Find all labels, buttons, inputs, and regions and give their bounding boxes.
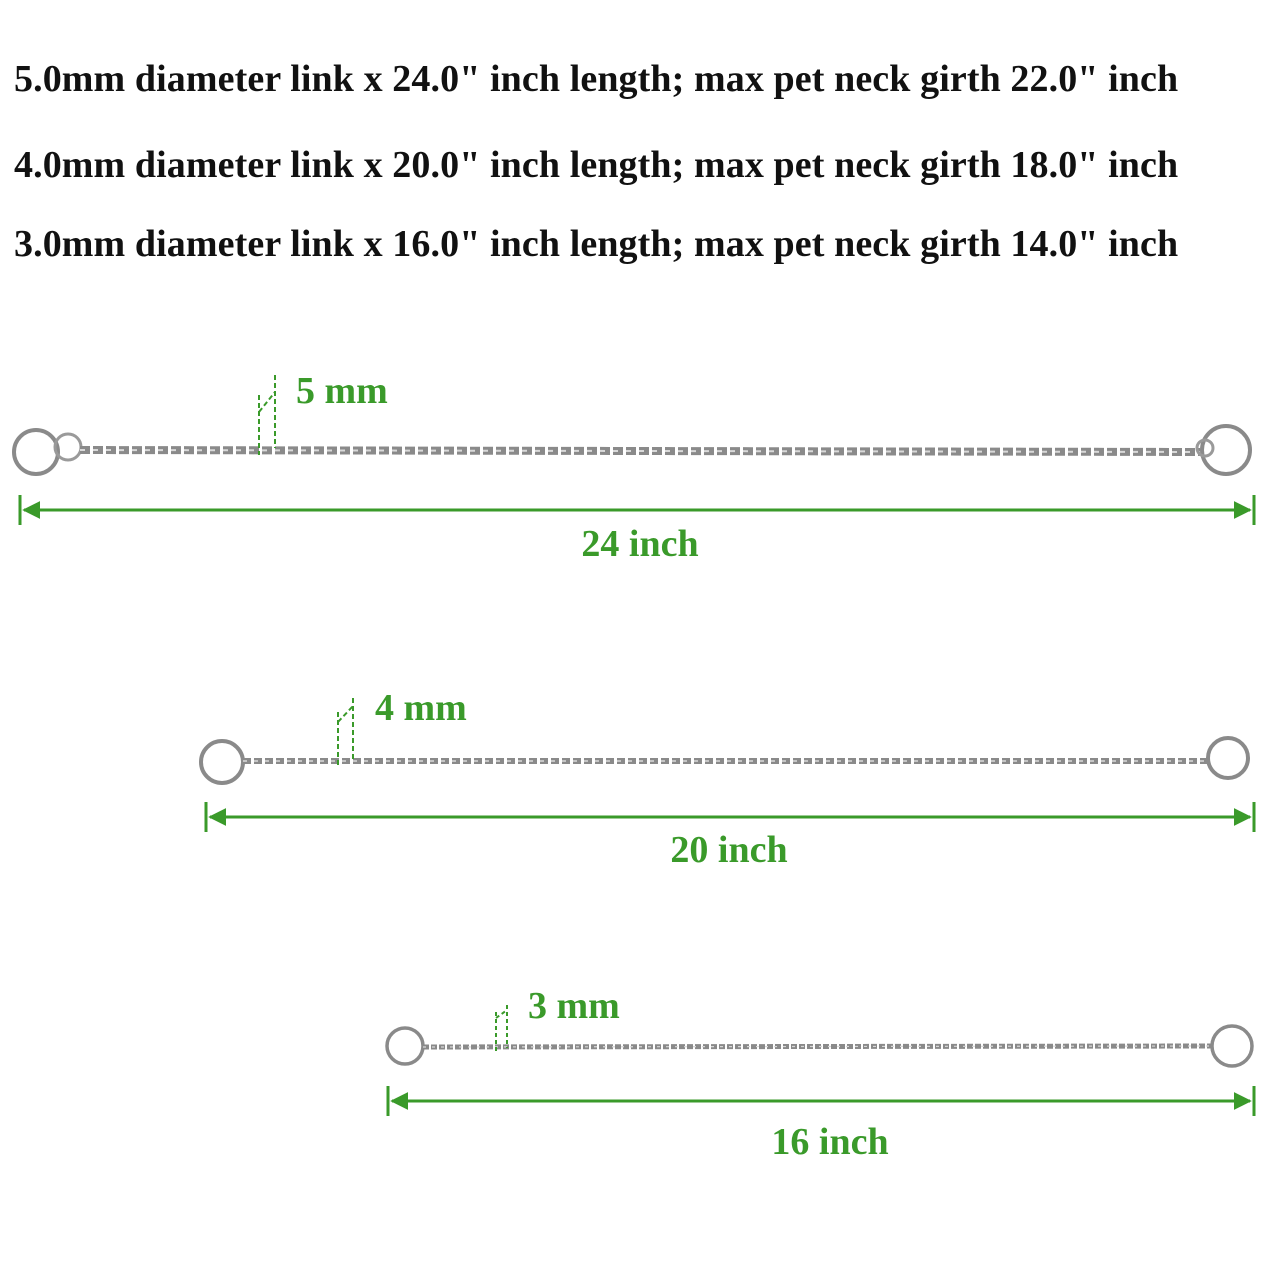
chain-ring-right — [1212, 1026, 1252, 1066]
chain-ring-left — [14, 430, 58, 474]
length-label-20in: 20 inch — [670, 829, 788, 871]
diameter-label-5mm: 5 mm — [296, 370, 388, 412]
chain-4mm — [201, 687, 1254, 871]
diameter-marker-5mm — [259, 375, 275, 455]
diameter-marker-4mm — [338, 698, 353, 768]
diameter-label-4mm: 4 mm — [375, 687, 467, 729]
chain-ring-left — [387, 1028, 423, 1064]
chain-ring-right — [1202, 426, 1250, 474]
diameter-label-3mm: 3 mm — [528, 985, 620, 1027]
spec-line-5mm: 5.0mm diameter link x 24.0" inch length; max pet neck girth 22.0" inch — [14, 58, 1179, 100]
chain-5mm — [14, 370, 1254, 565]
length-dimension-24in — [20, 495, 1254, 525]
chain-ring-right — [1208, 738, 1248, 778]
spec-line-4mm: 4.0mm diameter link x 20.0" inch length; max pet neck girth 18.0" inch — [14, 144, 1179, 186]
length-label-16in: 16 inch — [771, 1121, 889, 1163]
spec-line-3mm: 3.0mm diameter link x 16.0" inch length; max pet neck girth 14.0" inch — [14, 223, 1179, 265]
length-label-24in: 24 inch — [581, 523, 699, 565]
chain-3mm — [387, 985, 1254, 1163]
length-dimension-20in — [206, 802, 1254, 832]
length-dimension-16in — [388, 1086, 1254, 1116]
chain-ring-left — [201, 741, 243, 783]
